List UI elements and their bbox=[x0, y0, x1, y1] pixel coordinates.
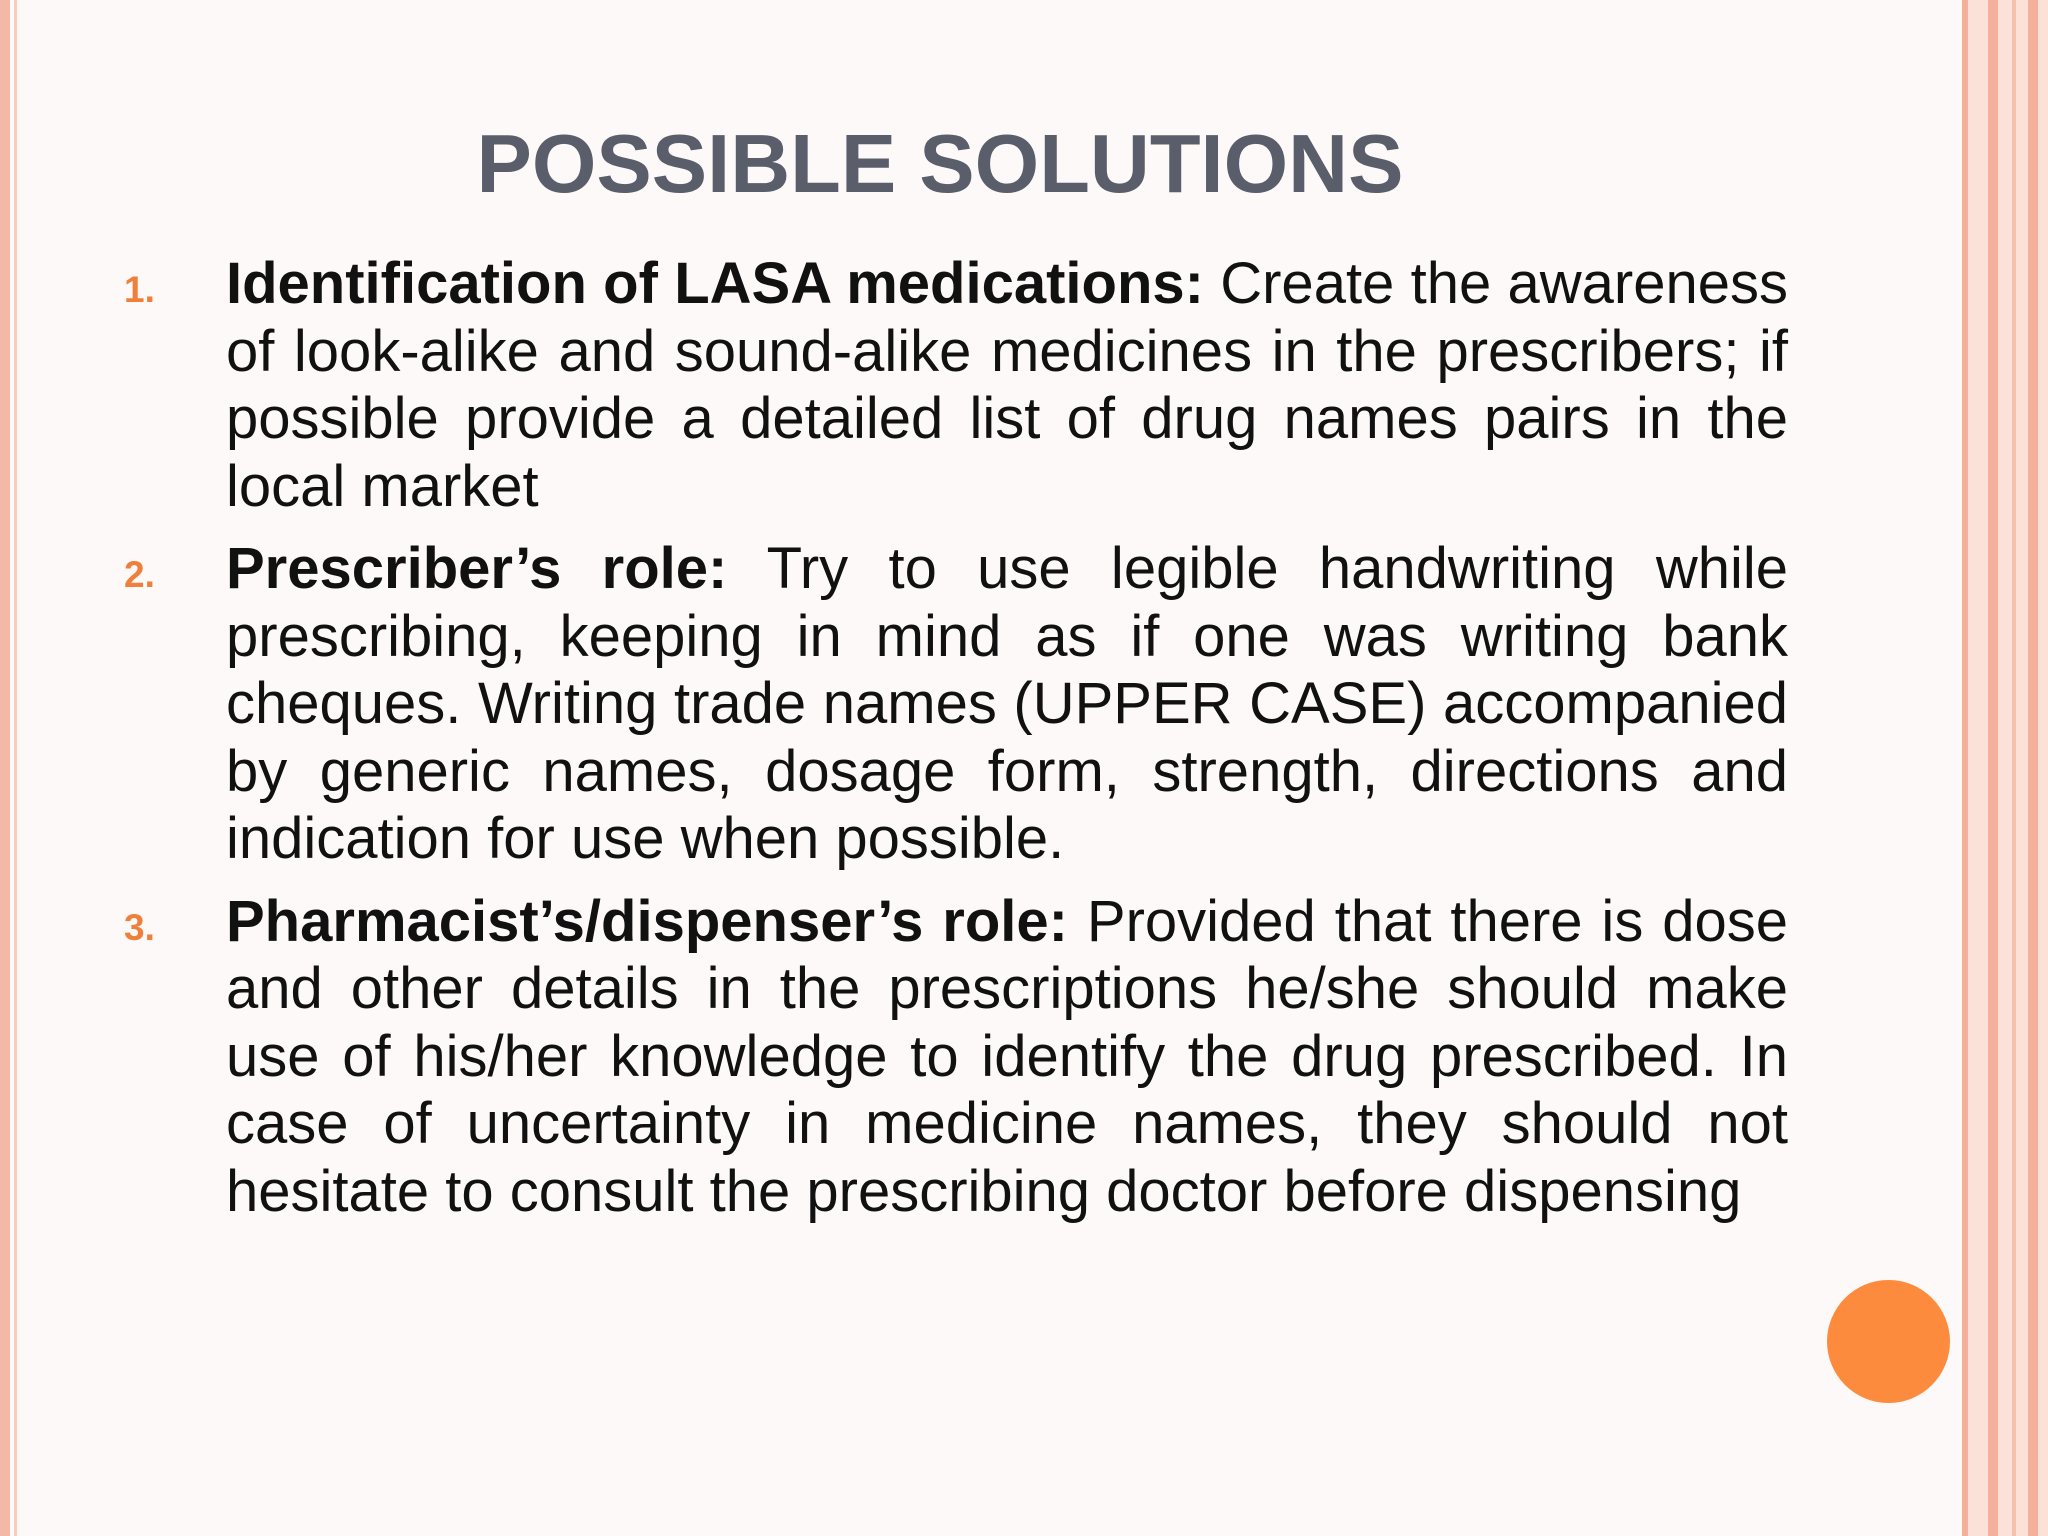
left-border-thin-stripe bbox=[14, 0, 17, 1536]
list-item-heading: Pharmacist’s/dispenser’s role: bbox=[226, 888, 1068, 954]
slide-title: POSSIBLE SOLUTIONS bbox=[476, 117, 1404, 210]
list-item-heading: Prescriber’s role: bbox=[226, 536, 728, 601]
list-item bbox=[120, 535, 1788, 873]
right-border-stripe bbox=[2028, 0, 2038, 1536]
decorative-orange-circle bbox=[1827, 1280, 1950, 1403]
left-border-stripe bbox=[0, 0, 10, 1536]
right-border-stripe bbox=[2012, 0, 2016, 1536]
list-item bbox=[120, 888, 1788, 1226]
list-item-text: Try to use legible handwriting while prescribing, keeping in mind as if one was writing bank cheques. Writing trade names (UPPER CASE) accompanied by generic names, dosage form, strength, directions and indication for use when possible. bbox=[226, 536, 1788, 871]
list-item bbox=[120, 250, 1788, 520]
right-border-stripe bbox=[1962, 0, 1968, 1536]
list-item-heading: Identification of LASA medications: bbox=[226, 251, 1204, 316]
right-border-stripe bbox=[1988, 0, 1998, 1536]
list-item-number: 3. bbox=[124, 906, 155, 948]
solutions-list bbox=[120, 250, 1788, 1240]
list-item-number: 1. bbox=[124, 269, 155, 310]
list-item-text: Create the awareness of look-alike and sound-alike medicines in the prescribers; if possible provide a detailed list of drug names pairs in the local market bbox=[226, 251, 1788, 519]
list-item-text: Provided that there is dose and other details in the prescriptions he/she should make use of his/her knowledge to identify the drug prescribed. In case of uncertainty in medicine names, they should not hesitate to consult the prescribing doctor before dispensing bbox=[226, 888, 1788, 1224]
list-item-number: 2. bbox=[124, 554, 155, 595]
